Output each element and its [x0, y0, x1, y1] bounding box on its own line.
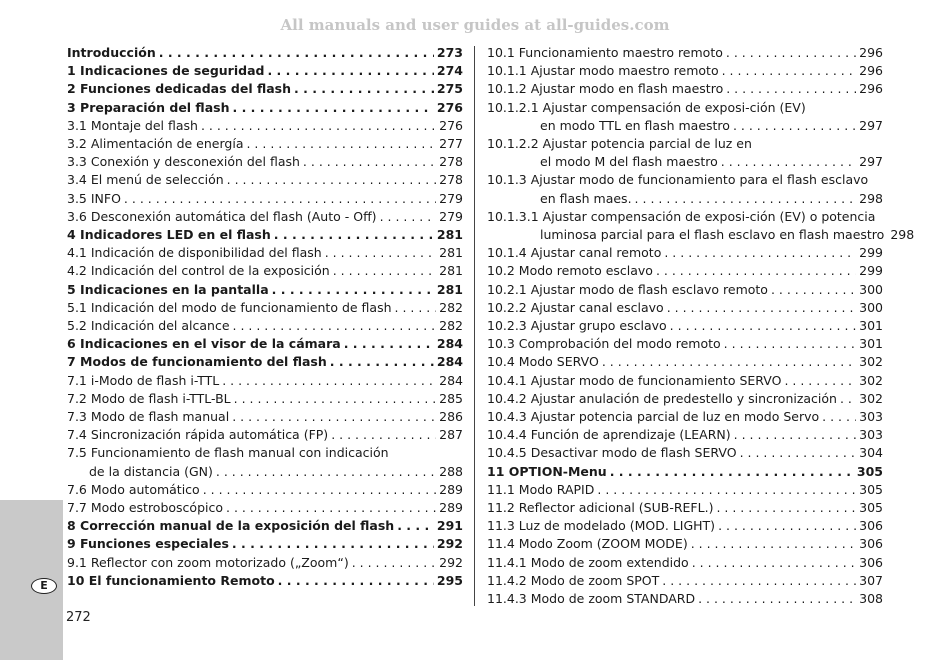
toc-entry-title: 10.1 Funcionamiento maestro remoto — [487, 45, 723, 60]
toc-page-number: 281 — [439, 245, 463, 261]
toc-entry — [67, 208, 463, 226]
dot-leader — [226, 499, 436, 517]
dot-leader — [692, 554, 856, 572]
toc-entry-title: 3.2 Alimentación de energía — [67, 136, 244, 152]
toc-page-number: 304 — [859, 445, 883, 461]
toc-entry-title: 8 Corrección manual de la exposición del flash — [67, 518, 395, 534]
toc-entry — [487, 281, 883, 299]
toc-page-number: 302 — [859, 354, 883, 370]
toc-entry-title: 3.4 El menú de selección — [67, 172, 224, 188]
dot-leader — [662, 572, 856, 590]
toc-entry-title: 7 Modos de funcionamiento del flash — [67, 354, 327, 370]
dot-leader — [222, 372, 436, 390]
dot-leader — [233, 317, 437, 335]
toc-entry-title: 10.1.1 Ajustar modo maestro remoto — [487, 63, 719, 79]
toc-page-number: 305 — [859, 481, 883, 497]
dot-leader — [822, 408, 856, 426]
toc-entry — [487, 554, 883, 572]
toc-page-number: 282 — [439, 318, 463, 334]
dot-leader — [722, 62, 857, 80]
toc-entry — [487, 299, 883, 317]
toc-entry — [67, 62, 463, 80]
dot-leader — [716, 499, 856, 517]
toc-page-number: 288 — [439, 463, 463, 479]
toc-page-number: 277 — [439, 136, 463, 152]
dot-leader — [724, 335, 856, 353]
toc-page-number: 306 — [859, 554, 883, 570]
toc-entry — [67, 572, 463, 590]
toc-entry-title: 3.6 Desconexión automática del flash (Auto - Off) — [67, 208, 377, 224]
toc-entry — [67, 535, 463, 553]
toc-left-column — [67, 44, 463, 590]
toc-page-number: 300 — [859, 299, 883, 315]
toc-page-number: 284 — [436, 336, 463, 352]
toc-page-number: 275 — [436, 81, 463, 97]
toc-page-number: 305 — [859, 500, 883, 516]
dot-leader — [840, 390, 856, 408]
dot-leader — [380, 208, 437, 226]
toc-entry-title: 6 Indicaciones en el visor de la cámara — [67, 336, 341, 352]
toc-entry — [487, 353, 883, 371]
toc-page-number: 302 — [859, 390, 883, 406]
toc-page-number: 279 — [439, 208, 463, 224]
toc-entry-title: 10.4.3 Ajustar potencia parcial de luz en modo Servo — [487, 409, 820, 425]
dot-leader — [721, 153, 856, 171]
toc-entry-title: 7.4 Sincronización rápida automática (FP) — [67, 427, 329, 443]
toc-page-number: 284 — [439, 372, 463, 388]
dot-leader — [670, 317, 856, 335]
dot-leader — [294, 80, 434, 98]
toc-entry — [67, 135, 463, 153]
toc-entry — [67, 372, 463, 390]
toc-entry — [67, 262, 463, 280]
toc-entry — [67, 317, 463, 335]
toc-entry — [487, 44, 883, 62]
toc-page-number: 298 — [890, 227, 915, 243]
dot-leader — [397, 517, 434, 535]
toc-entry-title: 11 OPTION-Menu — [487, 463, 607, 479]
toc-entry — [67, 117, 463, 135]
toc-entry — [67, 554, 463, 572]
toc-page-number: 296 — [859, 63, 883, 79]
toc-entry — [487, 262, 883, 280]
dot-leader — [331, 426, 436, 444]
toc-entry — [67, 281, 463, 299]
toc-entry — [487, 62, 883, 80]
toc-page-number: 300 — [859, 281, 883, 297]
dot-leader — [602, 353, 856, 371]
toc-entry-title: 1 Indicaciones de seguridad — [67, 63, 265, 79]
toc-entry-title: 11.2 Reflector adicional (SUB-REFL.) — [487, 500, 714, 516]
toc-entry — [487, 372, 883, 390]
toc-page-number: 303 — [859, 427, 883, 443]
toc-page-number: 285 — [439, 390, 463, 406]
toc-entry-title: 11.4.1 Modo de zoom extendido — [487, 554, 689, 570]
toc-entry-title: 10.2 Modo remoto esclavo — [487, 263, 653, 279]
toc-page-number: 298 — [859, 190, 883, 206]
dot-leader — [272, 281, 434, 299]
toc-page-number: 296 — [859, 45, 883, 60]
toc-page-number: 287 — [439, 427, 463, 443]
dot-leader — [227, 171, 437, 189]
toc-entry — [487, 335, 883, 353]
toc-entry-title: 7.3 Modo de flash manual — [67, 409, 230, 425]
toc-entry — [487, 390, 883, 408]
toc-page-number: 279 — [439, 190, 463, 206]
dot-leader — [664, 244, 856, 262]
toc-right-column — [487, 44, 915, 608]
toc-entry-title: 3 Preparación del flash — [67, 99, 230, 115]
toc-page-number: 289 — [439, 500, 463, 516]
toc-page-number: 281 — [436, 281, 463, 297]
toc-entry — [67, 190, 463, 208]
toc-entry — [487, 444, 883, 462]
toc-page-number: 303 — [859, 409, 883, 425]
dot-leader — [784, 372, 856, 390]
toc-page-number: 276 — [436, 99, 463, 115]
toc-entry — [487, 426, 883, 444]
toc-entry-title: 10.4.1 Ajustar modo de funcionamiento SERVO — [487, 372, 782, 388]
toc-page-number: 308 — [859, 591, 883, 607]
dot-leader — [733, 117, 856, 135]
toc-page-number: 307 — [859, 572, 883, 588]
toc-entry-title: 10.4.5 Desactivar modo de flash SERVO — [487, 445, 737, 461]
toc-entry — [67, 335, 463, 353]
dot-leader — [246, 135, 436, 153]
dot-leader — [691, 535, 856, 553]
toc-page-number: 299 — [859, 245, 883, 261]
toc-page-number: 301 — [859, 318, 883, 334]
toc-entry-title: 2 Funciones dedicadas del flash — [67, 81, 291, 97]
dot-leader — [232, 99, 433, 117]
toc-page-number: 292 — [436, 536, 463, 552]
toc-entry-title: 10.1.3 Ajustar modo de funcionamiento para el flash esclavo — [487, 172, 869, 188]
toc-entry-title: 11.1 Modo RAPID — [487, 481, 595, 497]
toc-entry-title: 4.2 Indicación del control de la exposición — [67, 263, 330, 279]
dot-leader — [303, 153, 436, 171]
toc-entry — [67, 153, 463, 171]
toc-entry-title: 10.1.2.1 Ajustar compensación de exposi-ción (EV) — [487, 99, 806, 115]
dot-leader — [234, 390, 437, 408]
dot-leader — [352, 554, 436, 572]
toc-entry — [67, 517, 463, 535]
toc-entry-title: 11.4.2 Modo de zoom SPOT — [487, 572, 660, 588]
toc-page-number: 274 — [436, 63, 463, 79]
toc-entry-title: 11.4 Modo Zoom (ZOOM MODE) — [487, 536, 688, 552]
dot-leader — [203, 481, 436, 499]
dot-leader — [726, 44, 856, 62]
toc-entry-title: 11.4.3 Modo de zoom STANDARD — [487, 591, 696, 607]
toc-page-number: 281 — [439, 263, 463, 279]
toc-page-number: 299 — [859, 263, 883, 279]
toc-entry-title: 10.1.4 Ajustar canal remoto — [487, 245, 662, 261]
toc-entry-title: 4.1 Indicación de disponibilidad del flash — [67, 245, 322, 261]
toc-entry-title: 3.3 Conexión y desconexión del flash — [67, 154, 300, 170]
toc-entry — [487, 535, 883, 553]
dot-leader — [635, 190, 857, 208]
dot-leader — [333, 262, 436, 280]
toc-entry-title: 10.4.2 Ajustar anulación de predestello y sincronización — [487, 390, 837, 406]
toc-entry-title: 5.2 Indicación del alcance — [67, 318, 230, 334]
toc-entry — [487, 135, 883, 171]
toc-entry — [487, 463, 883, 481]
toc-page-number: 302 — [859, 372, 883, 388]
toc-entry-title: 10.1.3.1 Ajustar compensación de exposi-ción (EV) o potencia — [487, 208, 876, 224]
dot-leader — [124, 190, 436, 208]
toc-entry — [67, 444, 463, 480]
dot-leader — [201, 117, 436, 135]
toc-page-number: 286 — [439, 409, 463, 425]
toc-entry-title: 3.5 INFO — [67, 190, 121, 206]
toc-entry-title: 4 Indicadores LED en el flash — [67, 227, 271, 243]
toc-entry-title: 5.1 Indicación del modo de funcionamiento de flash — [67, 299, 392, 315]
toc-entry-title: 3.1 Montaje del flash — [67, 117, 198, 133]
toc-page-number: 273 — [436, 45, 463, 60]
toc-entry-title: el modo M del flash maestro — [540, 154, 718, 170]
dot-leader — [278, 572, 434, 590]
toc-entry — [487, 80, 883, 98]
toc-entry-title: 10.2.1 Ajustar modo de flash esclavo remoto — [487, 281, 768, 297]
toc-page-number: 305 — [856, 463, 883, 479]
toc-page-number: 306 — [859, 518, 883, 534]
dot-leader — [216, 463, 436, 481]
toc-entry-title: 9.1 Reflector con zoom motorizado („Zoom“) — [67, 554, 349, 570]
toc-entry-title: en flash maes. — [540, 190, 632, 206]
toc-page-number: 282 — [439, 299, 463, 315]
dot-leader — [330, 353, 434, 371]
toc-entry — [487, 244, 883, 262]
page-number: 272 — [66, 610, 91, 625]
toc-entry-title: 7.1 i-Modo de flash i-TTL — [67, 372, 220, 388]
watermark: All manuals and user guides at all-guides.com — [280, 16, 670, 34]
toc-entry-title: luminosa parcial para el flash esclavo en flash maestro — [540, 227, 885, 243]
toc-entry — [67, 244, 463, 262]
dot-leader — [395, 299, 437, 317]
toc-entry-title: 7.6 Modo automático — [67, 481, 200, 497]
toc-entry — [67, 80, 463, 98]
toc-page-number: 278 — [439, 154, 463, 170]
toc-page-number: 295 — [436, 572, 463, 588]
toc-entry — [67, 171, 463, 189]
dot-leader — [726, 80, 856, 98]
dot-leader — [610, 463, 854, 481]
toc-entry-title: 7.5 Funcionamiento de flash manual con indicación — [67, 445, 389, 461]
toc-page-number: 291 — [436, 518, 463, 534]
toc-entry — [67, 499, 463, 517]
toc-entry-title: 10.3 Comprobación del modo remoto — [487, 336, 721, 352]
dot-leader — [740, 444, 857, 462]
toc-page-number: 296 — [859, 81, 883, 97]
toc-entry — [487, 99, 883, 135]
toc-entry-title: 7.7 Modo estroboscópico — [67, 500, 223, 516]
toc-entry — [67, 99, 463, 117]
toc-page-number: 276 — [439, 117, 463, 133]
toc-page-number: 297 — [859, 117, 883, 133]
dot-leader — [597, 481, 856, 499]
dot-leader — [267, 62, 433, 80]
toc-page-number: 306 — [859, 536, 883, 552]
toc-entry — [487, 499, 883, 517]
toc-entry-title: 10 El funcionamiento Remoto — [67, 572, 275, 588]
toc-page-number: 281 — [436, 227, 463, 243]
toc-entry — [487, 481, 883, 499]
toc-page-number: 284 — [436, 354, 463, 370]
toc-entry-title: 10.4.4 Función de aprendizaje (LEARN) — [487, 427, 731, 443]
toc-entry-title: en modo TTL en flash maestro — [540, 117, 730, 133]
toc-entry — [487, 208, 915, 244]
toc-entry-title: 10.1.2 Ajustar modo en flash maestro — [487, 81, 724, 97]
toc-entry-title: de la distancia (GN) — [89, 463, 213, 479]
dot-leader — [325, 244, 436, 262]
toc-page-number: 301 — [859, 336, 883, 352]
dot-leader — [771, 281, 856, 299]
toc-entry-title: 10.1.2.2 Ajustar potencia parcial de luz en — [487, 136, 752, 152]
toc-page-number: 297 — [859, 154, 883, 170]
toc-entry-title: Introducción — [67, 45, 156, 60]
toc-entry — [67, 353, 463, 371]
toc-entry-title: 11.3 Luz de modelado (MOD. LIGHT) — [487, 518, 716, 534]
toc-entry — [487, 317, 883, 335]
toc-entry — [67, 44, 463, 62]
toc-entry — [67, 299, 463, 317]
toc-page-number: 292 — [439, 554, 463, 570]
dot-leader — [734, 426, 857, 444]
dot-leader — [344, 335, 434, 353]
toc-entry-title: 10.2.2 Ajustar canal esclavo — [487, 299, 664, 315]
toc-entry-title: 10.2.3 Ajustar grupo esclavo — [487, 318, 667, 334]
dot-leader — [232, 535, 434, 553]
toc-entry — [67, 226, 463, 244]
toc-entry — [487, 408, 883, 426]
column-divider — [474, 46, 475, 606]
dot-leader — [232, 408, 436, 426]
dot-leader — [159, 44, 434, 62]
dot-leader — [698, 590, 856, 608]
toc-entry-title: 10.4 Modo SERVO — [487, 354, 599, 370]
toc-entry-title: 9 Funciones especiales — [67, 536, 229, 552]
toc-entry — [67, 390, 463, 408]
toc-entry — [487, 590, 883, 608]
dot-leader — [667, 299, 856, 317]
dot-leader — [274, 226, 434, 244]
toc-entry — [487, 572, 883, 590]
toc-entry — [487, 171, 883, 207]
toc-entry-title: 7.2 Modo de flash i-TTL-BL — [67, 390, 231, 406]
toc-entry — [487, 517, 883, 535]
toc-entry — [67, 426, 463, 444]
toc-entry — [67, 408, 463, 426]
language-badge: E — [31, 578, 57, 594]
toc-page-number: 278 — [439, 172, 463, 188]
dot-leader — [656, 262, 856, 280]
toc-entry-title: 5 Indicaciones en la pantalla — [67, 281, 269, 297]
toc-entry — [67, 481, 463, 499]
toc-page-number: 289 — [439, 481, 463, 497]
dot-leader — [718, 517, 856, 535]
